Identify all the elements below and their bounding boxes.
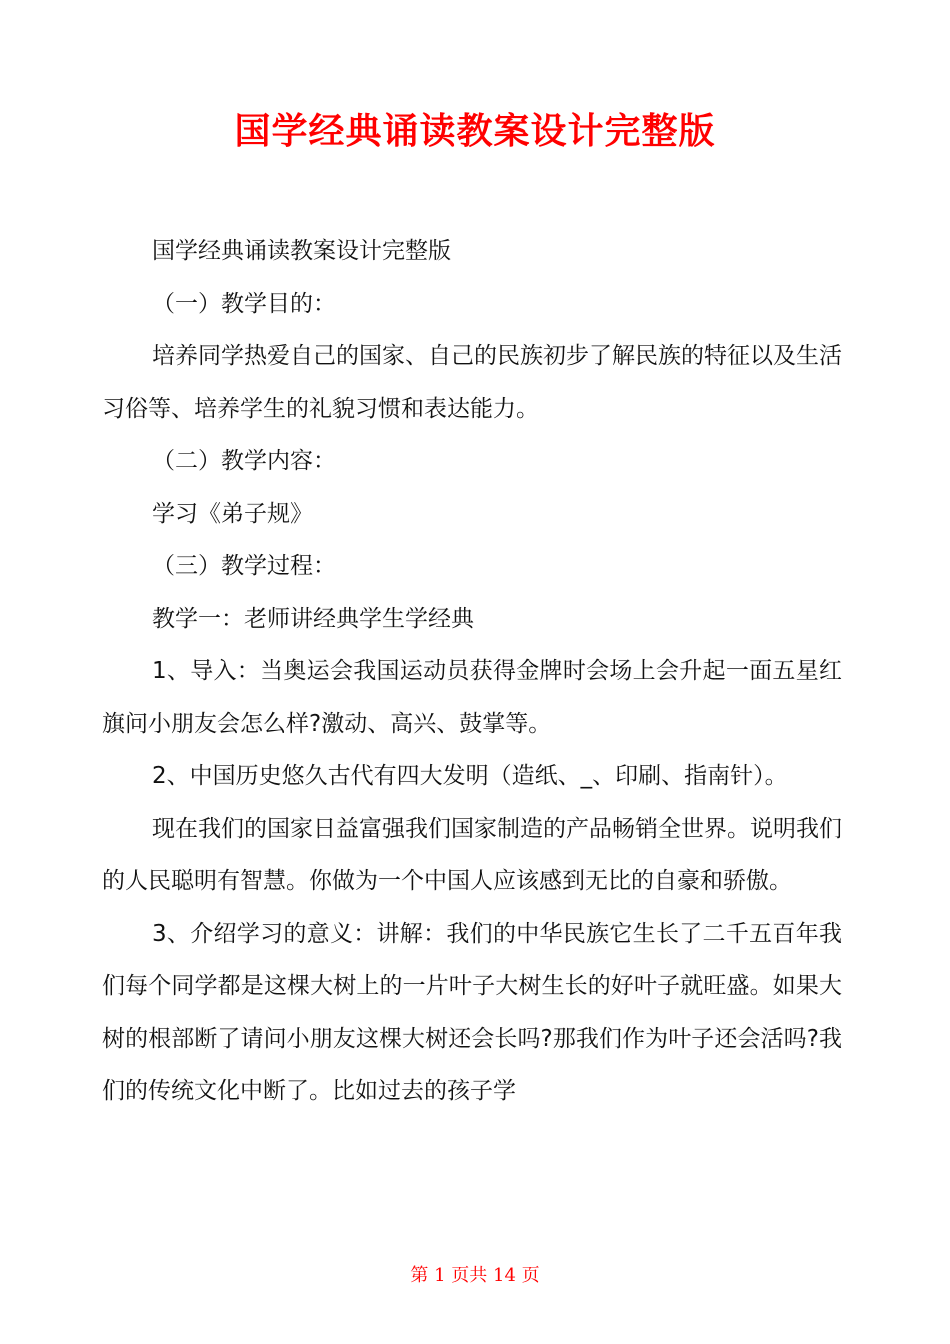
paragraph-section-2-heading: （二）教学内容： (152, 448, 336, 474)
paragraph-step-2: 2、中国历史悠久古代有四大发明（造纸、_、印刷、指南针）。 (152, 763, 788, 789)
paragraph-section-1-heading: （一）教学目的： (152, 290, 336, 317)
paragraph-nation-pride: 现在我们的国家日益富强我们国家制造的产品畅销全世界。说明我们的人民聪明有智慧。你做为一个中国人应该感到无比的自豪和骄傲。 (102, 815, 842, 894)
document-title: 国学经典诵读教案设计完整版 (234, 111, 716, 152)
paragraph-step-1: 1、导入：当奥运会我国运动员获得金牌时会场上会升起一面五星红旗问小朋友会怎么样?激动、高兴、鼓掌等。 (102, 658, 842, 737)
document-body (102, 225, 842, 1118)
paragraph-step-3: 3、介绍学习的意义：讲解：我们的中华民族它生长了二千五百年我们每个同学都是这棵大树上的一片叶子大树生长的好叶子就旺盛。如果大树的根部断了请问小朋友这棵大树还会长吗?那我们作为叶子还会活吗?我们的传统文化中断了。比如过去的孩子学 (102, 920, 842, 1104)
page-footer: 第 1 页共 14 页 (410, 1265, 540, 1286)
paragraph-lesson-one: 教学一：老师讲经典学生学经典 (152, 605, 474, 632)
paragraph-subtitle: 国学经典诵读教案设计完整版 (152, 238, 451, 264)
paragraph-teaching-content: 学习《弟子规》 (152, 500, 313, 527)
paragraph-teaching-goal: 培养同学热爱自己的国家、自己的民族初步了解民族的特征以及生活习俗等、培养学生的礼貌习惯和表达能力。 (102, 343, 842, 422)
paragraph-section-3-heading: （三）教学过程： (152, 553, 336, 579)
